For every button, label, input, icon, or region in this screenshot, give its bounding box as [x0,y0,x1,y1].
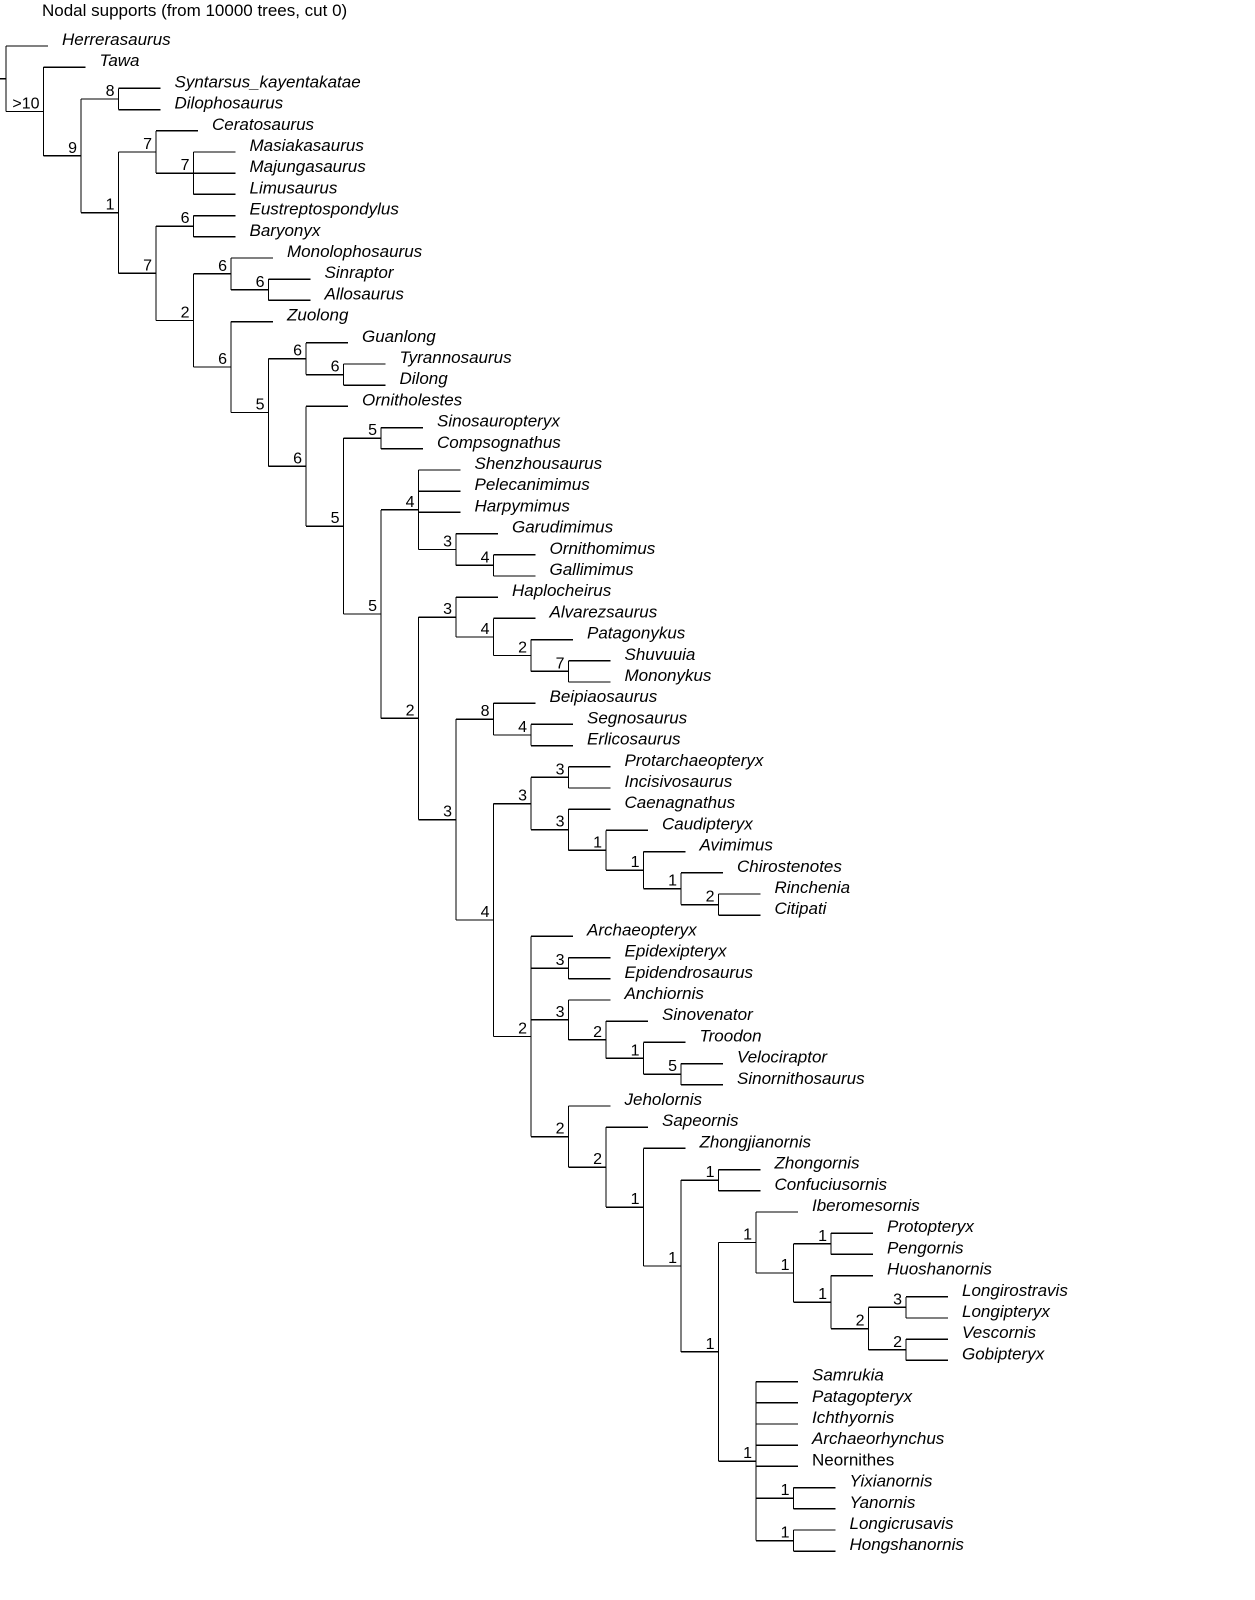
support-value: 1 [743,1226,752,1244]
support-value: 1 [780,1524,790,1542]
taxon-label: Protarchaeopteryx [624,750,764,770]
support-value: 8 [105,83,115,100]
support-value: 3 [443,803,452,821]
taxon-label: Neornithes [812,1450,895,1470]
support-value: 1 [818,1227,827,1245]
support-value: 5 [255,396,265,414]
taxon-label: Alvarezsaurus [549,602,658,622]
support-value: 3 [555,952,565,970]
taxon-label: Haplocheirus [512,581,612,601]
taxon-label: Epidendrosaurus [624,962,754,982]
taxon-label: Pelecanimimus [474,475,590,495]
support-value: 6 [255,273,265,291]
taxon-label: Ichthyornis [812,1408,895,1427]
taxon-label: Caudipteryx [662,814,753,834]
taxon-label: Guanlong [362,326,436,346]
support-value: 1 [705,1164,715,1182]
support-value: 3 [555,761,565,779]
taxon-label: Shenzhousaurus [474,454,603,473]
support-value: 2 [518,639,527,657]
taxon-label: Harpymimus [474,496,570,516]
taxon-label: Troodon [699,1026,762,1046]
support-value: 2 [893,1333,902,1351]
support-value: 3 [555,813,565,831]
taxon-label: Masiakasaurus [249,136,364,155]
support-value: 1 [105,196,115,214]
support-value: 5 [330,510,340,528]
support-value: 1 [780,1482,790,1500]
taxon-label: Sinraptor [324,263,394,283]
taxon-label: Patagonykus [587,623,686,643]
taxon-label: Anchiornis [624,984,704,1003]
taxon-label: Vescornis [962,1323,1037,1343]
taxon-label: Allosaurus [324,284,404,304]
support-value: 1 [593,834,602,852]
taxon-label: Dilophosaurus [174,93,284,113]
taxon-label: Mononykus [624,666,712,685]
taxon-label: Majungasaurus [249,157,366,177]
support-value: 7 [555,655,565,673]
support-value: 5 [368,422,377,440]
taxon-label: Sinovenator [662,1005,753,1025]
support-value: 7 [143,257,152,275]
taxon-label: Yanornis [849,1492,916,1512]
taxon-label: Gallimimus [549,560,634,579]
support-value: 2 [855,1312,865,1330]
support-value: 6 [218,351,227,369]
taxon-label: Samrukia [812,1365,884,1385]
taxon-label: Ceratosaurus [212,114,315,134]
taxon-label: Monolophosaurus [287,242,423,261]
taxon-label: Compsognathus [437,432,561,452]
support-value: 1 [630,854,640,872]
support-value: 2 [555,1120,565,1138]
support-value: 3 [443,533,452,551]
support-value: 5 [368,598,377,616]
support-value: 6 [330,358,340,376]
support-value: 4 [480,904,490,922]
taxon-label: Epidexipteryx [624,941,727,961]
taxon-label: Longipteryx [962,1302,1050,1321]
taxon-label: Rinchenia [774,878,851,897]
taxon-label: Avimimus [699,835,773,855]
support-value: 2 [593,1023,602,1041]
taxon-label: Beipiaosaurus [549,687,658,707]
support-value: 1 [630,1042,640,1060]
taxon-label: Baryonyx [249,220,321,240]
taxon-label: Zhongornis [774,1153,860,1173]
support-value: 2 [405,702,415,720]
taxon-label: Sapeornis [662,1111,739,1131]
support-value: 7 [143,136,152,153]
taxon-label: Limusaurus [249,178,338,198]
taxon-label: Erlicosaurus [587,729,681,749]
taxon-label: Caenagnathus [624,793,736,813]
taxon-label: Tyrannosaurus [399,348,512,367]
support-value: 1 [630,1191,640,1209]
support-value: 6 [218,257,227,275]
support-value: 2 [518,1020,527,1038]
taxon-label: Tawa [99,51,140,71]
support-value: 2 [593,1151,602,1169]
taxon-label: Archaeorhynchus [812,1429,945,1449]
support-value: 4 [518,719,527,736]
support-value: 8 [480,703,490,721]
taxon-label: Jeholornis [624,1090,702,1109]
support-value: 1 [780,1256,790,1274]
support-value: 3 [893,1291,902,1309]
taxon-label: Archaeopteryx [587,920,697,940]
taxon-label: Garudimimus [512,517,614,537]
taxon-label: Ornithomimus [549,538,656,558]
support-value: 2 [705,888,715,906]
support-value: 9 [68,139,77,157]
taxon-label: Incisivosaurus [624,772,733,791]
taxon-label: Eustreptospondylus [249,199,399,219]
taxon-label: Zhongjianornis [699,1132,812,1152]
taxon-label: Shuvuuia [624,644,696,664]
support-value: 6 [293,450,302,468]
support-value: 4 [480,549,490,567]
support-value: 6 [293,342,302,360]
taxon-label: Velociraptor [737,1047,828,1067]
support-value: 3 [555,1003,565,1021]
support-value: 1 [705,1335,715,1353]
support-value: 1 [743,1445,752,1463]
taxon-label: Citipati [774,899,827,919]
taxon-label: Herrerasaurus [62,30,171,49]
support-value: 1 [668,872,677,890]
taxon-label: Huoshanornis [887,1259,992,1279]
taxon-label: Yixianornis [849,1471,933,1491]
taxon-label: Segnosaurus [587,708,688,728]
taxon-label: Sinornithosaurus [737,1068,865,1088]
support-value: 1 [818,1286,827,1304]
support-value: >10 [12,95,40,113]
taxon-label: Hongshanornis [849,1535,964,1555]
support-value: 2 [180,304,190,322]
taxon-label: Ornitholestes [362,390,463,410]
support-value: 6 [180,210,190,228]
taxon-label: Gobipteryx [962,1344,1045,1364]
taxon-label: Longirostravis [962,1280,1068,1300]
figure-title: Nodal supports (from 10000 trees, cut 0) [42,1,348,20]
taxon-label: Iberomesornis [812,1196,920,1215]
taxon-label: Confuciusornis [774,1174,887,1194]
support-value: 3 [443,601,452,619]
support-value: 3 [518,787,527,805]
support-value: 4 [480,620,490,638]
support-value: 5 [668,1058,677,1076]
taxon-label: Zuolong [287,305,349,325]
taxon-label: Syntarsus_kayentakatae [174,72,361,92]
support-value: 4 [405,493,415,511]
taxon-label: Longicrusavis [849,1514,954,1533]
support-value: 7 [180,157,190,175]
taxon-label: Sinosauropteryx [437,411,560,431]
support-value: 1 [668,1249,677,1267]
taxon-label: Chirostenotes [737,856,842,876]
taxon-label: Protopteryx [887,1217,974,1237]
taxon-label: Pengornis [887,1238,964,1258]
taxon-label: Dilong [399,369,448,389]
taxon-label: Patagopteryx [812,1386,913,1406]
